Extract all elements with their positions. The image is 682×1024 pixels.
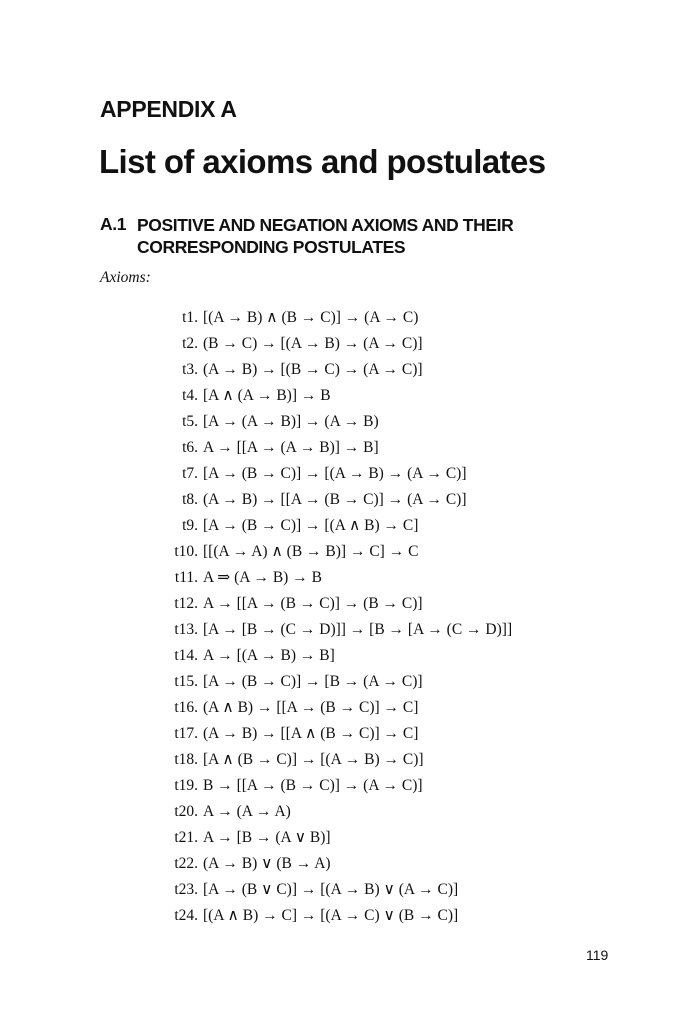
axiom-label: t19. bbox=[174, 777, 198, 794]
axiom-formula: (A → B) → [[A → (B → C)] → (A → C)] bbox=[203, 491, 467, 508]
axiom-formula: [A → (A → B)] → (A → B) bbox=[203, 413, 379, 430]
axiom-label: t6. bbox=[182, 439, 198, 456]
axiom-label: t23. bbox=[174, 881, 198, 898]
axiom-label: t3. bbox=[182, 361, 198, 378]
axiom-formula: (A → B) ∨ (B → A) bbox=[203, 855, 331, 872]
axiom-label: t18. bbox=[174, 751, 198, 768]
page-number: 119 bbox=[586, 947, 609, 963]
axiom-formula: [A → (B → C)] → [B → (A → C)] bbox=[203, 673, 423, 690]
appendix-label: APPENDIX A bbox=[100, 96, 237, 122]
axioms-label: Axioms: bbox=[100, 269, 151, 286]
axiom-label: t12. bbox=[174, 595, 198, 612]
section-number: A.1 bbox=[100, 214, 127, 234]
axiom-formula: A → [(A → B) → B] bbox=[203, 647, 335, 664]
axiom-label: t15. bbox=[174, 673, 198, 690]
axiom-formula: (B → C) → [(A → B) → (A → C)] bbox=[203, 335, 423, 352]
axiom-formula: A → [[A → (B → C)] → (B → C)] bbox=[203, 595, 423, 612]
axiom-formula: [[(A → A) ∧ (B → B)] → C] → C bbox=[203, 543, 419, 560]
axiom-label: t20. bbox=[174, 803, 198, 820]
axiom-formula: [(A ∧ B) → C] → [(A → C) ∨ (B → C)] bbox=[203, 907, 459, 924]
axiom-label: t5. bbox=[182, 413, 198, 430]
axiom-label: t16. bbox=[174, 699, 198, 716]
axiom-formula: [A → (B → C)] → [(A → B) → (A → C)] bbox=[203, 465, 467, 482]
axiom-formula: [A → [B → (C → D)]] → [B → [A → (C → D)]] bbox=[203, 621, 513, 638]
axiom-formula: A → (A → A) bbox=[203, 803, 291, 820]
axiom-label: t24. bbox=[174, 907, 198, 924]
axiom-label: t9. bbox=[182, 517, 198, 534]
axiom-formula: (A → B) → [(B → C) → (A → C)] bbox=[203, 361, 423, 378]
axiom-label: t1. bbox=[182, 309, 198, 326]
axiom-formula: [A → (B ∨ C)] → [(A → B) ∨ (A → C)] bbox=[203, 881, 459, 898]
axiom-formula: (A ∧ B) → [[A → (B → C)] → C] bbox=[203, 699, 419, 716]
axiom-formula: A → [[A → (A → B)] → B] bbox=[203, 439, 379, 456]
axiom-label: t2. bbox=[182, 335, 198, 352]
axiom-formula: [(A → B) ∧ (B → C)] → (A → C) bbox=[203, 309, 419, 326]
axiom-label: t4. bbox=[182, 387, 198, 404]
axiom-label: t8. bbox=[182, 491, 198, 508]
axiom-label: t7. bbox=[182, 465, 198, 482]
axiom-formula: [A ∧ (B → C)] → [(A → B) → C)] bbox=[203, 751, 424, 768]
axiom-label: t14. bbox=[174, 647, 198, 664]
axiom-formula: A ⇒ (A → B) → B bbox=[203, 569, 322, 586]
axiom-formula: A → [B → (A ∨ B)] bbox=[203, 829, 331, 846]
chapter-title: List of axioms and postulates bbox=[99, 143, 546, 180]
axiom-label: t22. bbox=[174, 855, 198, 872]
section-heading bbox=[137, 214, 557, 258]
axiom-label: t10. bbox=[174, 543, 198, 560]
axiom-formula: [A → (B → C)] → [(A ∧ B) → C] bbox=[203, 517, 419, 534]
section-heading-line-2: CORRESPONDING POSTULATES bbox=[137, 237, 406, 257]
axiom-formula: B → [[A → (B → C)] → (A → C)] bbox=[203, 777, 423, 794]
axiom-label: t11. bbox=[174, 569, 198, 586]
axiom-label: t13. bbox=[174, 621, 198, 638]
axiom-formula: (A → B) → [[A ∧ (B → C)] → C] bbox=[203, 725, 419, 742]
axiom-label: t17. bbox=[174, 725, 198, 742]
section-heading-line-1: POSITIVE AND NEGATION AXIOMS AND THEIR bbox=[137, 215, 514, 235]
axiom-label: t21. bbox=[174, 829, 198, 846]
axiom-formula: [A ∧ (A → B)] → B bbox=[203, 387, 331, 404]
